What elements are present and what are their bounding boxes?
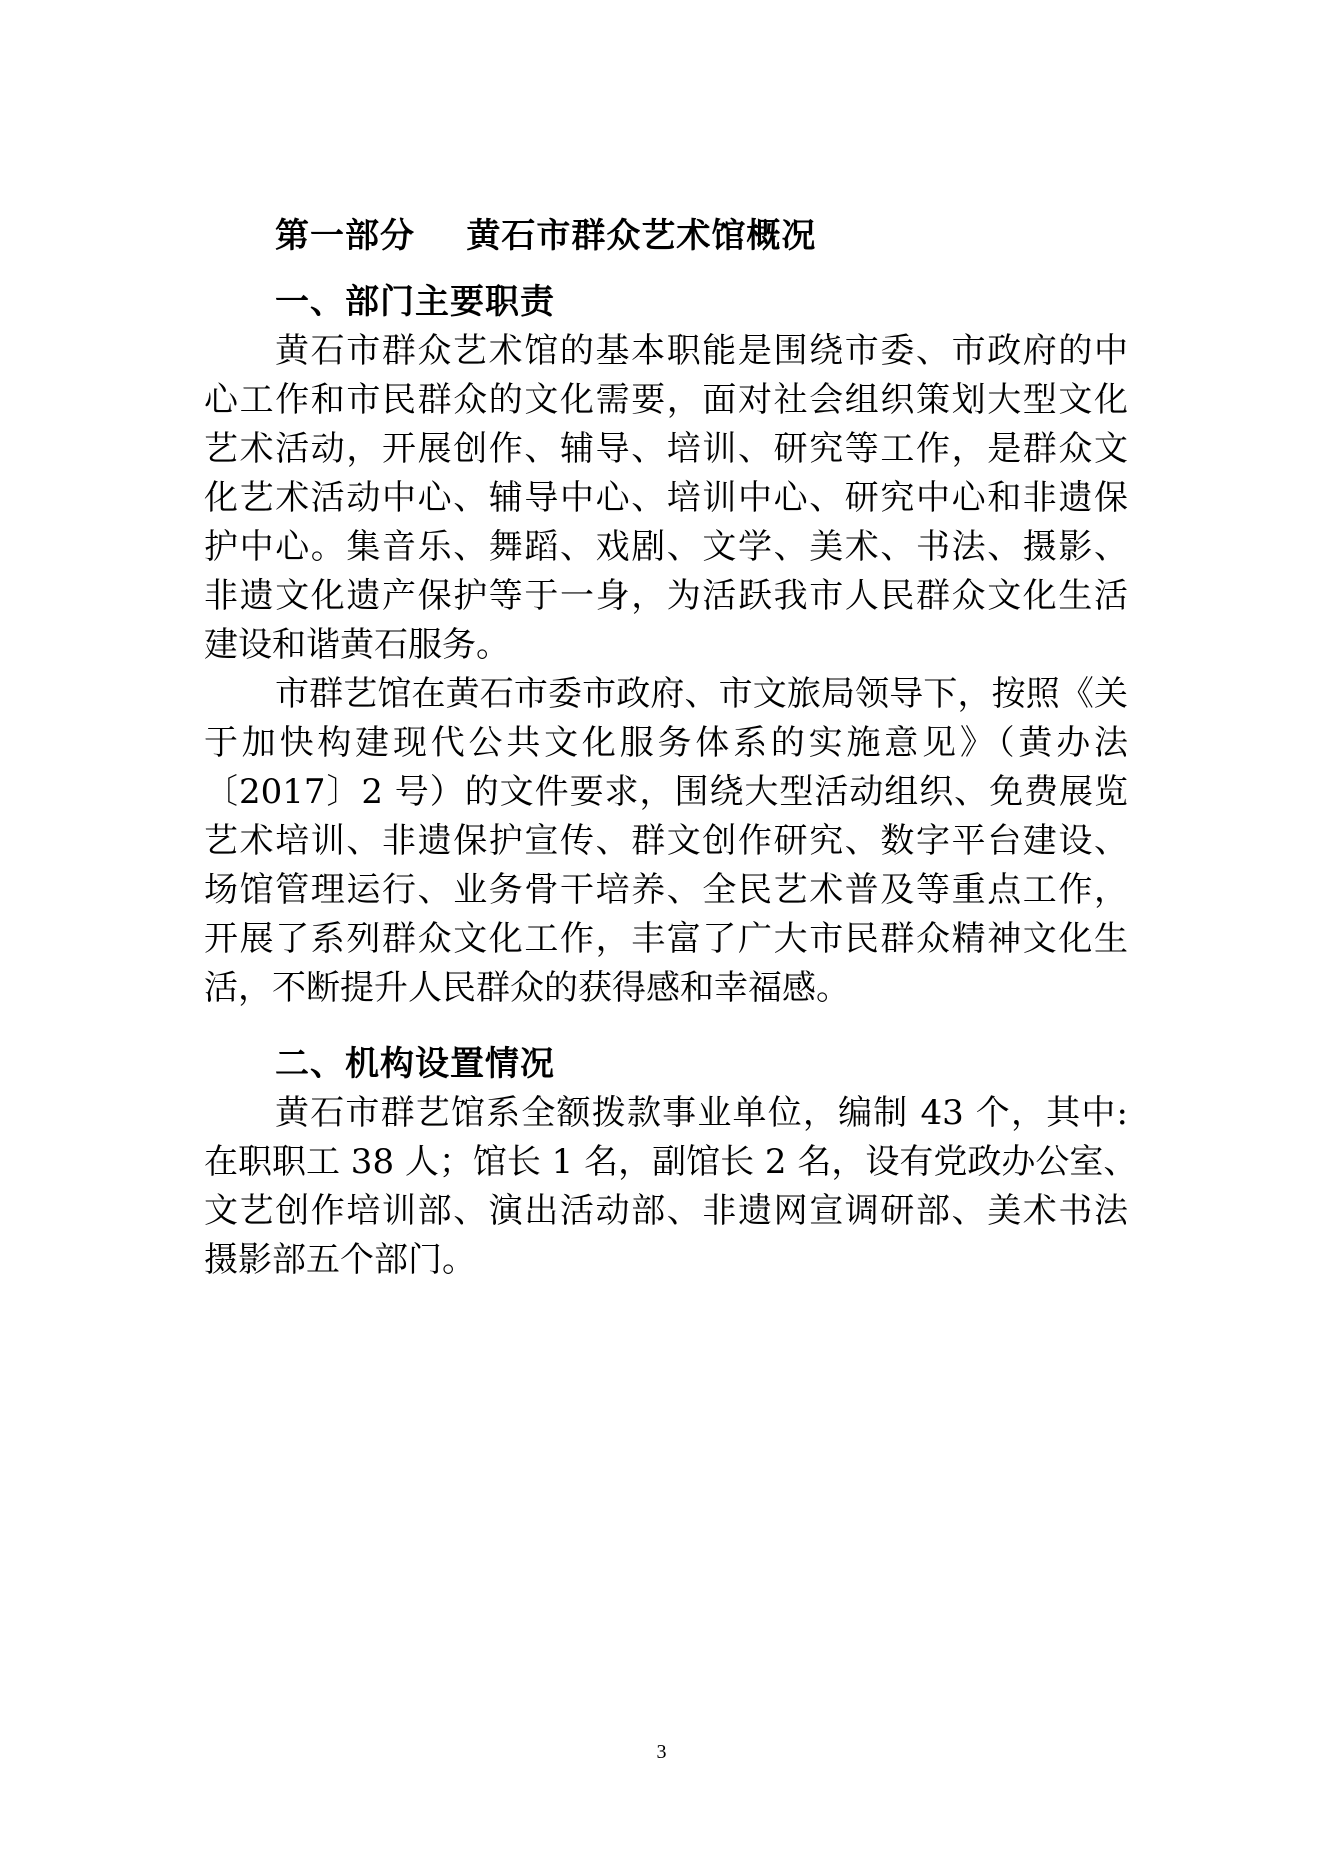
text-line: 开展了系列群众文化工作，丰富了广大市民群众精神文化生 — [204, 919, 1128, 959]
text-line: 文艺创作培训部、演出活动部、非遗网宣调研部、美术书法 — [204, 1191, 1128, 1231]
text-line: 〔2017〕2 号）的文件要求，围绕大型活动组织、免费展览 — [204, 772, 1128, 812]
paragraph-work-overview — [204, 670, 1128, 1013]
paragraph-basic-functions — [204, 327, 1128, 670]
section-heading-duties: 一、部门主要职责 — [275, 282, 555, 322]
text-line: 场馆管理运行、业务骨干培养、全民艺术普及等重点工作， — [204, 870, 1128, 910]
paragraph-organization — [204, 1089, 1138, 1285]
text-line: 于加快构建现代公共文化服务体系的实施意见》（黄办法 — [204, 723, 1128, 763]
text-line: 化艺术活动中心、辅导中心、培训中心、研究中心和非遗保 — [204, 478, 1128, 518]
part-title: 第一部分 黄石市群众艺术馆概况 — [275, 216, 817, 256]
section-heading-organization: 二、机构设置情况 — [275, 1044, 555, 1084]
text-line: 黄石市群众艺术馆的基本职能是围绕市委、市政府的中 — [275, 331, 1128, 371]
text-line: 摄影部五个部门。 — [204, 1240, 476, 1280]
text-line: 建设和谐黄石服务。 — [204, 625, 510, 665]
page-number: 3 — [656, 1741, 667, 1763]
text-line: 非遗文化遗产保护等于一身，为活跃我市人民群众文化生活 — [204, 576, 1128, 616]
text-line: 护中心。集音乐、舞蹈、戏剧、文学、美术、书法、摄影、 — [204, 527, 1128, 567]
text-line: 活，不断提升人民群众的获得感和幸福感。 — [204, 968, 850, 1008]
text-line: 黄石市群艺馆系全额拨款事业单位，编制 43 个，其中: — [275, 1093, 1128, 1133]
text-line: 在职职工 38 人；馆长 1 名，副馆长 2 名，设有党政办公室、 — [204, 1142, 1138, 1182]
text-line: 心工作和市民群众的文化需要，面对社会组织策划大型文化 — [204, 380, 1128, 420]
page-content — [204, 205, 1138, 1285]
text-line: 艺术活动，开展创作、辅导、培训、研究等工作，是群众文 — [204, 429, 1128, 469]
text-line: 市群艺馆在黄石市委市政府、市文旅局领导下，按照《关 — [275, 674, 1128, 714]
text-line: 艺术培训、非遗保护宣传、群文创作研究、数字平台建设、 — [204, 821, 1128, 861]
